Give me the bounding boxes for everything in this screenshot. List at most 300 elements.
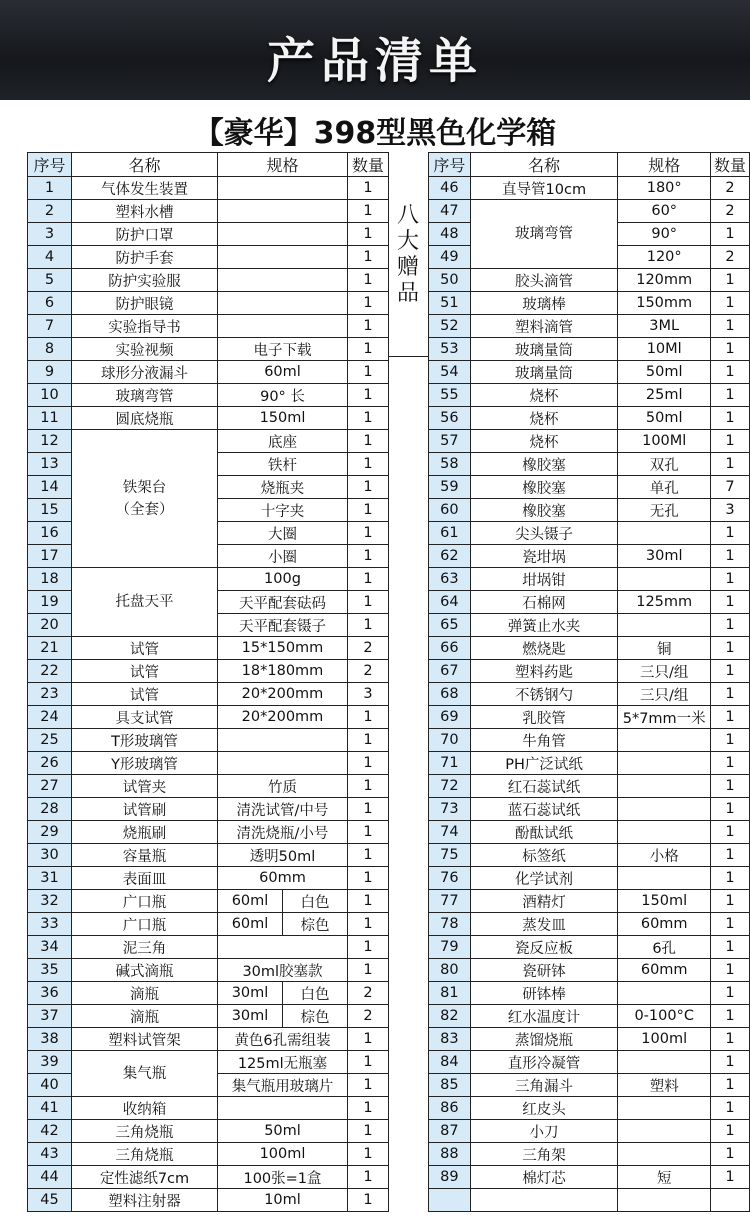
table-row: [28, 775, 389, 798]
table-row: [429, 729, 750, 752]
item-qty: 2: [348, 1005, 389, 1028]
item-spec: 单孔: [618, 476, 711, 499]
item-qty: 1: [711, 729, 750, 752]
row-number: 11: [28, 407, 72, 430]
table-row: [28, 200, 389, 223]
table-row: [429, 982, 750, 1005]
item-name: 实验视频: [72, 338, 218, 361]
row-number: 22: [28, 660, 72, 683]
item-qty: 1: [348, 430, 389, 453]
item-spec: [618, 821, 711, 844]
item-qty: 7: [711, 476, 750, 499]
table-row: [429, 1189, 750, 1212]
item-qty: 1: [711, 407, 750, 430]
item-spec: 60mm: [618, 959, 711, 982]
row-number: 45: [28, 1189, 72, 1212]
table-row: [429, 1143, 750, 1166]
item-spec: 90°: [618, 223, 711, 246]
item-qty: 1: [348, 269, 389, 292]
item-spec: [218, 1005, 348, 1028]
gift-char: 品: [396, 280, 419, 306]
item-spec: [218, 752, 348, 775]
item-name: 泥三角: [72, 936, 218, 959]
item-spec: 烧瓶夹: [218, 476, 348, 499]
item-spec: 60mm: [618, 913, 711, 936]
item-name: 玻璃棒: [470, 292, 618, 315]
row-number: 20: [28, 614, 72, 637]
item-name: 广口瓶: [72, 890, 218, 913]
row-number: 55: [429, 384, 471, 407]
item-qty: 1: [711, 959, 750, 982]
item-spec: 铁杆: [218, 453, 348, 476]
gift-char: 八: [396, 202, 419, 228]
item-name: 橡胶塞: [470, 499, 618, 522]
row-number: 77: [429, 890, 471, 913]
table-row: [28, 223, 389, 246]
item-qty: 2: [348, 660, 389, 683]
item-name: T形玻璃管: [72, 729, 218, 752]
item-name: 防护口罩: [72, 223, 218, 246]
item-spec: 100ml: [618, 1028, 711, 1051]
table-row: [28, 890, 389, 913]
row-number: 72: [429, 775, 471, 798]
product-table-right: [428, 152, 750, 1212]
row-number: [429, 1189, 471, 1212]
gift-char: 大: [396, 228, 419, 254]
item-name: 烧杯: [470, 384, 618, 407]
table-row: [28, 1166, 389, 1189]
item-qty: 1: [348, 338, 389, 361]
table-row: [28, 982, 389, 1005]
item-spec-color: 棕色: [300, 917, 330, 934]
item-name: 棉灯芯: [470, 1166, 618, 1189]
row-number: 88: [429, 1143, 471, 1166]
item-name: 玻璃量筒: [470, 361, 618, 384]
table-row: [429, 200, 750, 223]
item-qty: 2: [348, 982, 389, 1005]
item-name: 圆底烧瓶: [72, 407, 218, 430]
table-row: [429, 1051, 750, 1074]
item-name: 烧杯: [470, 430, 618, 453]
table-row: [28, 683, 389, 706]
item-qty: 1: [711, 361, 750, 384]
row-number: 4: [28, 246, 72, 269]
item-name: Y形玻璃管: [72, 752, 218, 775]
item-spec: 20*200mm: [218, 683, 348, 706]
item-name: 烧瓶刷: [72, 821, 218, 844]
item-qty: 1: [711, 545, 750, 568]
item-name: 集气瓶: [72, 1051, 218, 1097]
table-row: [429, 568, 750, 591]
item-spec: 竹质: [218, 775, 348, 798]
item-qty: 1: [348, 1166, 389, 1189]
table-row: [28, 913, 389, 936]
header-banner: [0, 0, 750, 100]
item-qty: 1: [348, 223, 389, 246]
item-spec: [618, 775, 711, 798]
item-spec: 天平配套镊子: [218, 614, 348, 637]
item-name: 瓷研钵: [470, 959, 618, 982]
table-row: [429, 1120, 750, 1143]
item-spec: [618, 522, 711, 545]
item-spec: 3ML: [618, 315, 711, 338]
row-number: 59: [429, 476, 471, 499]
table-row: [429, 338, 750, 361]
item-spec: 铜: [618, 637, 711, 660]
row-number: 62: [429, 545, 471, 568]
item-name: 试管: [72, 637, 218, 660]
item-name: 烧杯: [470, 407, 618, 430]
table-header-row: [28, 153, 389, 177]
item-name: 玻璃弯管: [72, 384, 218, 407]
row-number: 75: [429, 844, 471, 867]
item-name: 塑料水槽: [72, 200, 218, 223]
item-name: 塑料滴管: [470, 315, 618, 338]
item-qty: 1: [711, 982, 750, 1005]
table-row: [28, 1051, 389, 1074]
item-spec: [618, 1051, 711, 1074]
row-number: 12: [28, 430, 72, 453]
item-spec: [218, 913, 348, 936]
item-spec: 小圈: [218, 545, 348, 568]
row-number: 46: [429, 177, 471, 200]
header-num: 序号: [429, 153, 471, 177]
item-qty: 1: [711, 1143, 750, 1166]
item-spec: 125mm: [618, 591, 711, 614]
item-spec: 20*200mm: [218, 706, 348, 729]
item-spec: 100g: [218, 568, 348, 591]
row-number: 76: [429, 867, 471, 890]
table-row: [429, 821, 750, 844]
table-row: [28, 430, 389, 453]
table-row: [429, 752, 750, 775]
table-row: [28, 177, 389, 200]
item-name: 试管夹: [72, 775, 218, 798]
item-spec: [218, 936, 348, 959]
item-spec: 小格: [618, 844, 711, 867]
item-qty: 1: [711, 798, 750, 821]
item-qty: 1: [348, 476, 389, 499]
item-qty: 3: [348, 683, 389, 706]
row-number: 31: [28, 867, 72, 890]
row-number: 8: [28, 338, 72, 361]
item-qty: 1: [711, 430, 750, 453]
item-qty: 1: [711, 522, 750, 545]
item-spec: 0-100°C: [618, 1005, 711, 1028]
table-row: [429, 890, 750, 913]
item-qty: 1: [711, 269, 750, 292]
item-qty: 1: [348, 407, 389, 430]
table-row: [429, 867, 750, 890]
row-number: 86: [429, 1097, 471, 1120]
item-spec: 清洗试管/中号: [218, 798, 348, 821]
item-qty: 1: [711, 384, 750, 407]
product-table-left: [27, 152, 389, 1212]
row-number: 81: [429, 982, 471, 1005]
row-number: 78: [429, 913, 471, 936]
item-spec: [218, 315, 348, 338]
row-number: 48: [429, 223, 471, 246]
table-row: [28, 660, 389, 683]
item-qty: 1: [348, 177, 389, 200]
item-name: 塑料注射器: [72, 1189, 218, 1212]
item-name: 广口瓶: [72, 913, 218, 936]
table-row: [429, 637, 750, 660]
row-number: 30: [28, 844, 72, 867]
row-number: 58: [429, 453, 471, 476]
item-spec: [218, 729, 348, 752]
row-number: 40: [28, 1074, 72, 1097]
page-title: 产品清单: [266, 33, 483, 89]
item-name: 三角架: [470, 1143, 618, 1166]
item-spec-size: 60ml: [218, 890, 283, 912]
item-spec: 30ml胶塞款: [218, 959, 348, 982]
item-spec: [618, 798, 711, 821]
item-qty: 1: [348, 821, 389, 844]
item-qty: 1: [711, 660, 750, 683]
item-qty: 1: [348, 545, 389, 568]
item-qty: 1: [711, 890, 750, 913]
row-number: 21: [28, 637, 72, 660]
row-number: 17: [28, 545, 72, 568]
item-spec: [218, 223, 348, 246]
item-name: 滴瓶: [72, 1005, 218, 1028]
row-number: 34: [28, 936, 72, 959]
row-number: 26: [28, 752, 72, 775]
item-spec: [618, 982, 711, 1005]
item-spec: 25ml: [618, 384, 711, 407]
item-name: 玻璃量筒: [470, 338, 618, 361]
row-number: 10: [28, 384, 72, 407]
row-number: 60: [429, 499, 471, 522]
item-spec-color: 白色: [300, 986, 330, 1003]
row-number: 43: [28, 1143, 72, 1166]
item-spec-size: 30ml: [218, 982, 283, 1004]
item-spec-size: 60ml: [218, 913, 283, 935]
item-spec: 集气瓶用玻璃片: [218, 1074, 348, 1097]
item-qty: 1: [348, 315, 389, 338]
row-number: 64: [429, 591, 471, 614]
item-spec: 底座: [218, 430, 348, 453]
table-row: [429, 499, 750, 522]
header-name: 名称: [470, 153, 618, 177]
item-qty: 1: [711, 591, 750, 614]
table-row: [429, 683, 750, 706]
item-spec: [618, 752, 711, 775]
item-qty: 1: [348, 292, 389, 315]
item-spec: 十字夹: [218, 499, 348, 522]
item-qty: 1: [711, 637, 750, 660]
item-spec: 50ml: [618, 407, 711, 430]
header-name: 名称: [72, 153, 218, 177]
item-name: 收纳箱: [72, 1097, 218, 1120]
item-qty: 3: [711, 499, 750, 522]
item-spec: 150ml: [618, 890, 711, 913]
item-qty: 1: [711, 1074, 750, 1097]
table-row: [429, 798, 750, 821]
table-row: [28, 1097, 389, 1120]
row-number: 24: [28, 706, 72, 729]
item-spec: 三只/组: [618, 683, 711, 706]
row-number: 44: [28, 1166, 72, 1189]
item-spec: 清洗烧瓶/小号: [218, 821, 348, 844]
table-row: [28, 844, 389, 867]
row-number: 79: [429, 936, 471, 959]
item-name: 玻璃弯管: [470, 200, 618, 269]
item-spec: 三只/组: [618, 660, 711, 683]
item-name: 试管刷: [72, 798, 218, 821]
item-qty: 2: [711, 200, 750, 223]
item-spec: [218, 246, 348, 269]
item-spec: 60ml: [218, 361, 348, 384]
item-qty: 1: [348, 729, 389, 752]
item-name: 塑料药匙: [470, 660, 618, 683]
item-qty: 1: [711, 1005, 750, 1028]
item-name: 标签纸: [470, 844, 618, 867]
row-number: 28: [28, 798, 72, 821]
table-row: [28, 752, 389, 775]
item-name: 牛角管: [470, 729, 618, 752]
table-row: [28, 1143, 389, 1166]
row-number: 84: [429, 1051, 471, 1074]
item-spec: 10ml: [218, 1189, 348, 1212]
item-qty: 1: [711, 913, 750, 936]
table-row: [28, 1028, 389, 1051]
gift-divider: [388, 356, 428, 357]
row-number: 38: [28, 1028, 72, 1051]
item-name: 滴瓶: [72, 982, 218, 1005]
item-name: 定性滤纸7cm: [72, 1166, 218, 1189]
item-spec: [218, 1097, 348, 1120]
item-spec: 6孔: [618, 936, 711, 959]
item-name: 具支试管: [72, 706, 218, 729]
item-name: 红石蕊试纸: [470, 775, 618, 798]
item-qty: 1: [348, 867, 389, 890]
item-spec: 150ml: [218, 407, 348, 430]
row-number: 47: [429, 200, 471, 223]
item-spec: 150mm: [618, 292, 711, 315]
table-row: [429, 1166, 750, 1189]
row-number: 85: [429, 1074, 471, 1097]
row-number: 18: [28, 568, 72, 591]
table-row: [28, 1005, 389, 1028]
table-row: [429, 1028, 750, 1051]
item-qty: 1: [348, 1120, 389, 1143]
item-qty: 1: [348, 890, 389, 913]
item-spec: 100张=1盒: [218, 1166, 348, 1189]
row-number: 56: [429, 407, 471, 430]
row-number: 37: [28, 1005, 72, 1028]
item-name: 橡胶塞: [470, 453, 618, 476]
item-qty: 1: [348, 913, 389, 936]
item-qty: 1: [711, 223, 750, 246]
table-row: [28, 246, 389, 269]
row-number: 54: [429, 361, 471, 384]
item-qty: 1: [348, 453, 389, 476]
table-row: [429, 614, 750, 637]
item-qty: 1: [348, 1097, 389, 1120]
table-row: [429, 959, 750, 982]
row-number: 74: [429, 821, 471, 844]
row-number: 13: [28, 453, 72, 476]
table-row: [429, 269, 750, 292]
row-number: 71: [429, 752, 471, 775]
row-number: 49: [429, 246, 471, 269]
row-number: 15: [28, 499, 72, 522]
table-row: [429, 292, 750, 315]
item-name: 三角烧瓶: [72, 1143, 218, 1166]
item-qty: 1: [348, 614, 389, 637]
row-number: 73: [429, 798, 471, 821]
row-number: 82: [429, 1005, 471, 1028]
item-spec: [618, 614, 711, 637]
item-spec: [618, 729, 711, 752]
item-spec: 120mm: [618, 269, 711, 292]
item-qty: 2: [711, 246, 750, 269]
table-row: [429, 706, 750, 729]
item-spec: [218, 269, 348, 292]
item-qty: 1: [348, 706, 389, 729]
item-spec-color: 白色: [300, 894, 330, 911]
item-qty: 1: [348, 1051, 389, 1074]
table-row: [28, 729, 389, 752]
table-row: [429, 1074, 750, 1097]
row-number: 51: [429, 292, 471, 315]
item-name: 塑料试管架: [72, 1028, 218, 1051]
row-number: 14: [28, 476, 72, 499]
row-number: 65: [429, 614, 471, 637]
row-number: 32: [28, 890, 72, 913]
item-spec: 50ml: [218, 1120, 348, 1143]
item-name: 直导管10cm: [470, 177, 618, 200]
row-number: 61: [429, 522, 471, 545]
item-name: 胶头滴管: [470, 269, 618, 292]
item-name: 化学试剂: [470, 867, 618, 890]
item-spec: 电子下载: [218, 338, 348, 361]
item-qty: 1: [348, 775, 389, 798]
table-row: [429, 522, 750, 545]
item-spec-size: 30ml: [218, 1005, 283, 1027]
item-name: 三角烧瓶: [72, 1120, 218, 1143]
item-qty: 1: [711, 867, 750, 890]
item-spec: [618, 1097, 711, 1120]
table-row: [429, 660, 750, 683]
row-number: 36: [28, 982, 72, 1005]
item-name: 瓷坩埚: [470, 545, 618, 568]
header-spec: 规格: [218, 153, 348, 177]
row-number: 9: [28, 361, 72, 384]
table-row: [429, 1097, 750, 1120]
item-qty: 1: [711, 1166, 750, 1189]
table-row: [28, 269, 389, 292]
item-name: [470, 1189, 618, 1212]
row-number: 27: [28, 775, 72, 798]
item-qty: 1: [348, 959, 389, 982]
header-num: 序号: [28, 153, 72, 177]
item-name: 试管: [72, 683, 218, 706]
item-qty: 1: [711, 1051, 750, 1074]
row-number: 67: [429, 660, 471, 683]
item-qty: [711, 1189, 750, 1212]
item-spec: [618, 568, 711, 591]
item-qty: 1: [348, 499, 389, 522]
item-qty: 1: [348, 246, 389, 269]
item-spec: 5*7mm一米: [618, 706, 711, 729]
table-row: [429, 936, 750, 959]
item-spec: [218, 292, 348, 315]
item-qty: 1: [711, 1028, 750, 1051]
item-name: PH广泛试纸: [470, 752, 618, 775]
